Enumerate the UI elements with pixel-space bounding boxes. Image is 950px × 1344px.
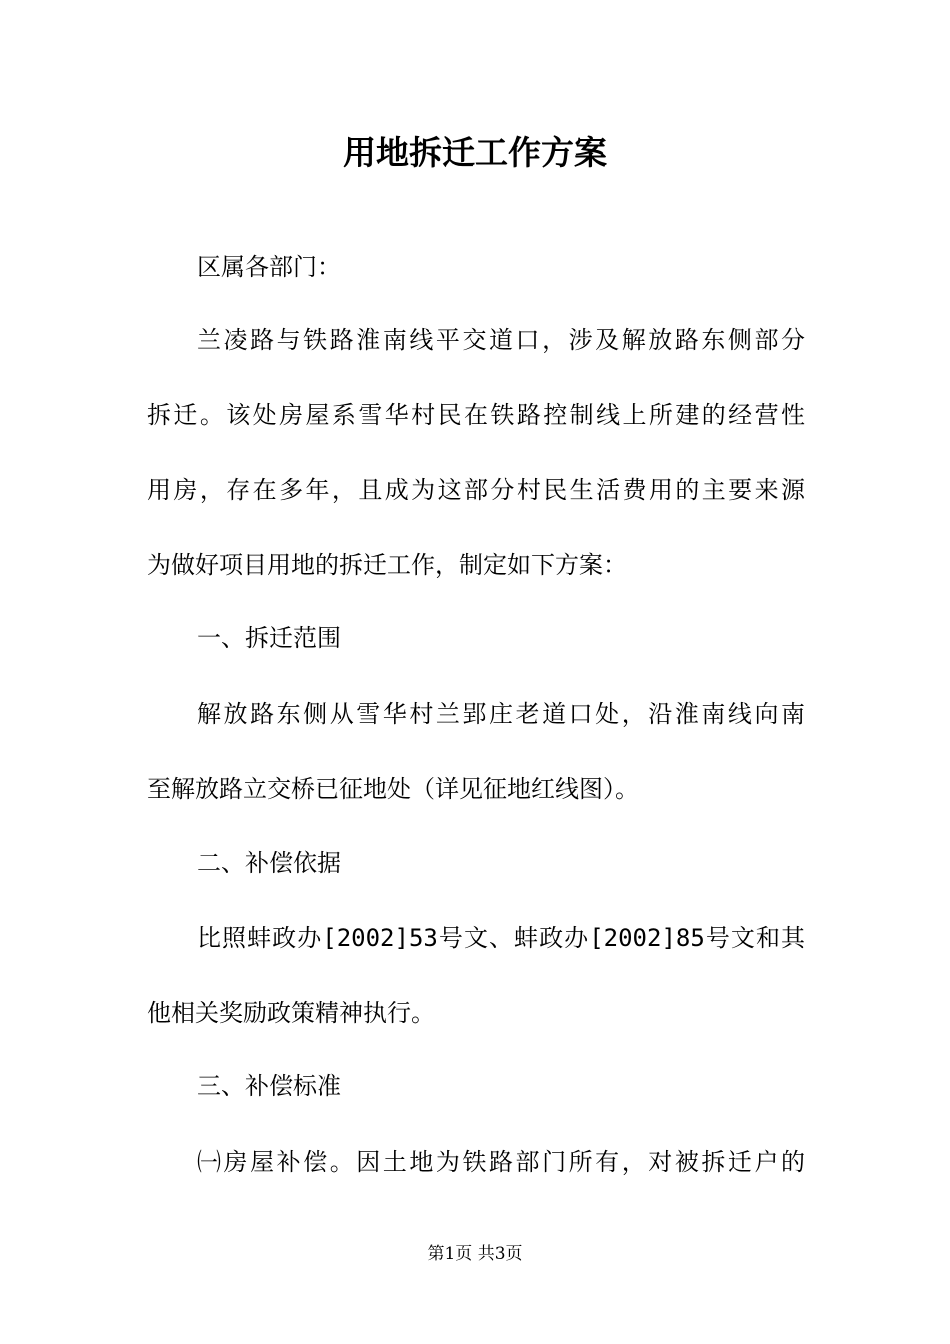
paragraph-line: 他相关奖励政策精神执行。 <box>147 999 435 1027</box>
salutation: 区属各部门： <box>197 253 341 281</box>
paragraph-line: 为做好项目用地的拆迁工作，制定如下方案： <box>147 551 627 579</box>
paragraph-line: 兰凌路与铁路淮南线平交道口，涉及解放路东侧部分 <box>197 326 805 354</box>
document-title: 用地拆迁工作方案 <box>343 133 607 172</box>
section-heading: 二、补偿依据 <box>197 849 341 877</box>
section-heading: 一、拆迁范围 <box>197 624 341 652</box>
paragraph-line: ㈠房屋补偿。因土地为铁路部门所有，对被拆迁户的 <box>197 1148 805 1176</box>
section-heading: 三、补偿标准 <box>197 1072 341 1100</box>
paragraph-line: 解放路东侧从雪华村兰郢庄老道口处，沿淮南线向南 <box>197 700 805 728</box>
paragraph-line: 比照蚌政办[2002]53号文、蚌政办[2002]85号文和其 <box>197 924 805 952</box>
paragraph-line: 用房，存在多年，且成为这部分村民生活费用的主要来源 <box>147 476 805 504</box>
paragraph-line: 至解放路立交桥已征地处（详见征地红线图）。 <box>147 775 639 803</box>
page-number-footer: 第1页 共3页 <box>427 1244 523 1264</box>
paragraph-line: 拆迁。该处房屋系雪华村民在铁路控制线上所建的经营性 <box>147 401 805 429</box>
